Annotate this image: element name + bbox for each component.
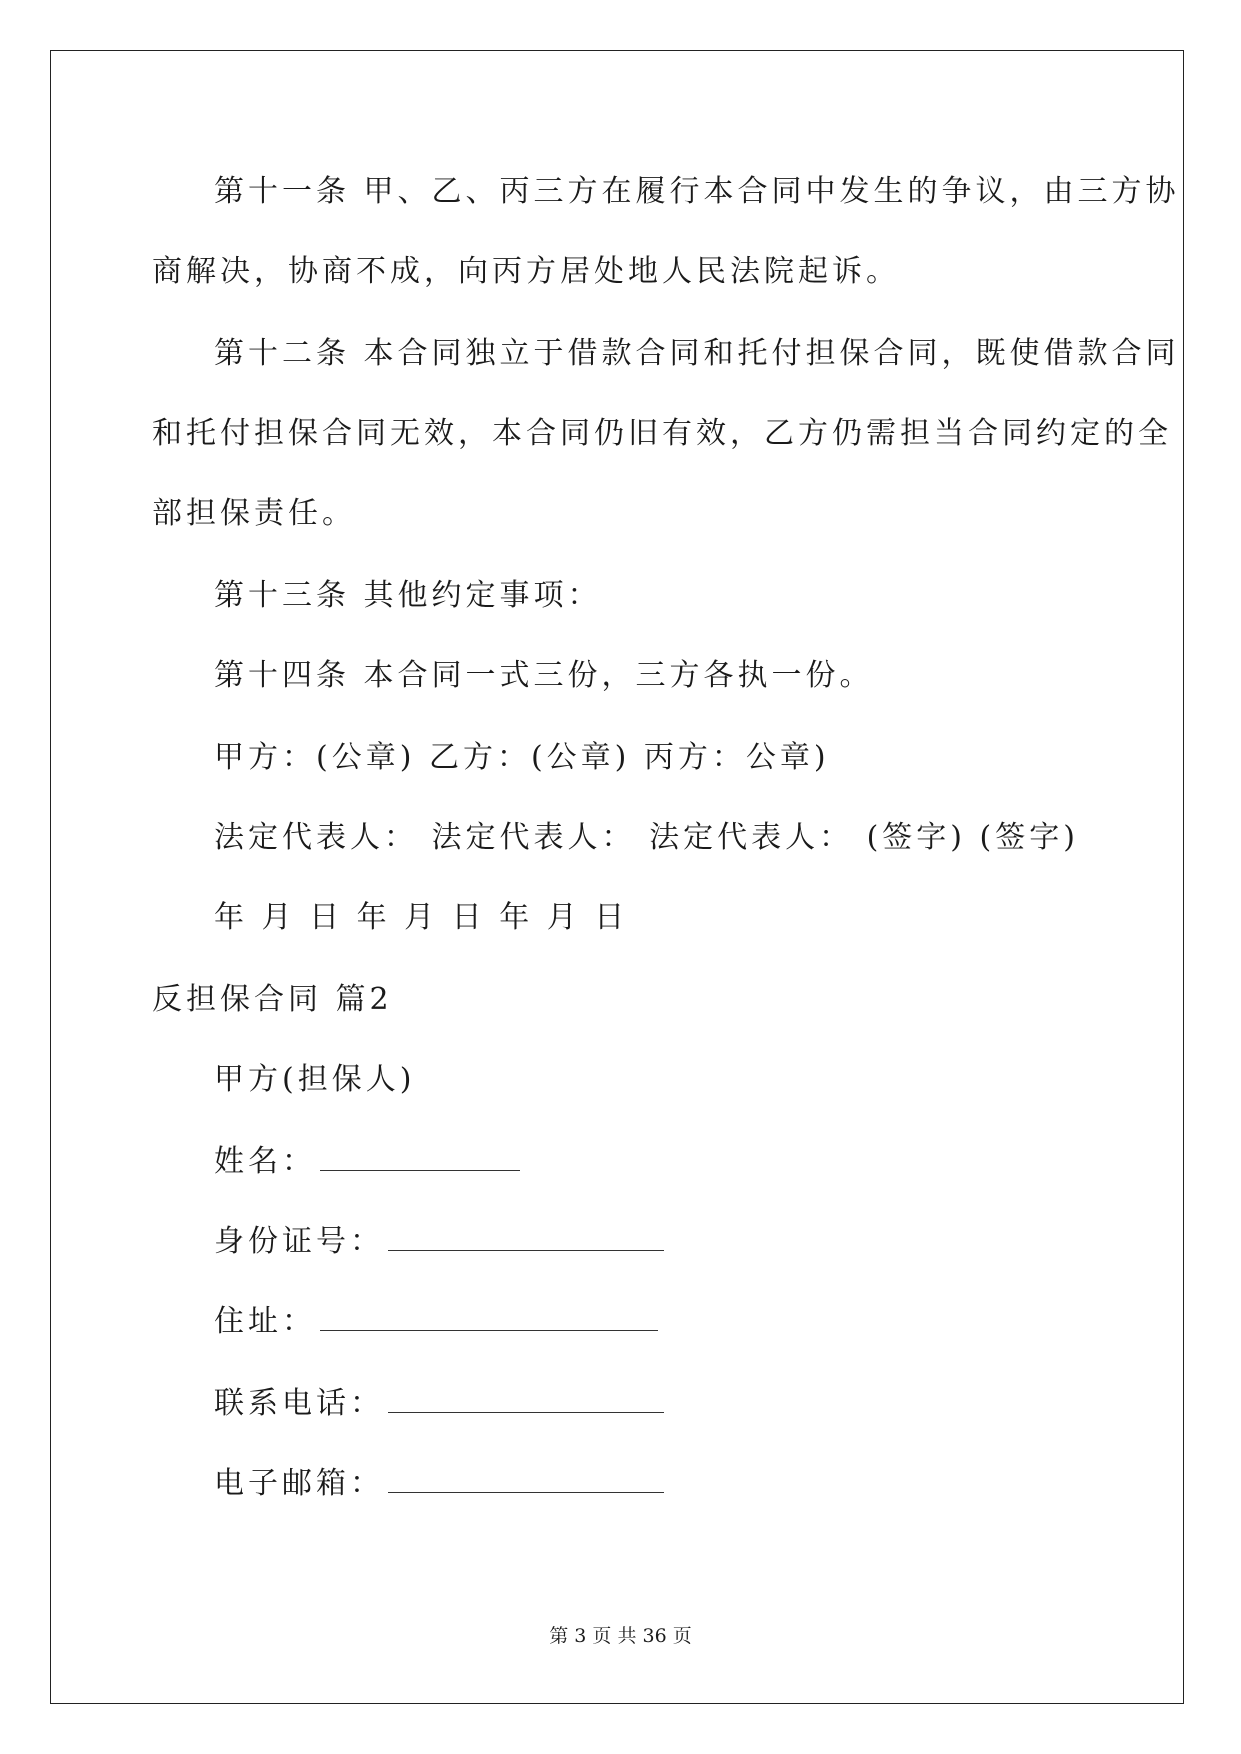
representative-line: 法定代表人： 法定代表人： 法定代表人： (签字) (签字): [214, 820, 1079, 855]
field-email: [214, 1464, 664, 1504]
field-name-blank[interactable]: [320, 1144, 520, 1171]
field-phone: [214, 1384, 664, 1424]
field-name: [214, 1142, 520, 1182]
field-phone-label: 联系电话：: [214, 1386, 384, 1421]
article-12-line-3: 部担保责任。: [152, 496, 356, 531]
field-address-label: 住址：: [214, 1304, 316, 1339]
party-heading: 甲方(担保人): [214, 1062, 416, 1097]
page-footer: 第 3 页 共 36 页: [549, 1625, 692, 1647]
seal-line: 甲方：(公章) 乙方：(公章) 丙方：公章): [214, 740, 830, 775]
article-12-line-2: 和托付担保合同无效，本合同仍旧有效，乙方仍需担当合同约定的全: [152, 416, 1172, 451]
field-id-number: [214, 1222, 664, 1262]
field-email-blank[interactable]: [388, 1466, 664, 1493]
field-id-number-blank[interactable]: [388, 1224, 664, 1251]
article-12-line-1: 第十二条 本合同独立于借款合同和托付担保合同，既使借款合同: [214, 336, 1180, 371]
article-11-line-2: 商解决，协商不成，向丙方居处地人民法院起诉。: [152, 254, 900, 289]
page-border: [50, 50, 1184, 1704]
field-address: [214, 1302, 658, 1342]
field-name-label: 姓名：: [214, 1144, 316, 1179]
article-14: 第十四条 本合同一式三份，三方各执一份。: [214, 658, 874, 693]
field-address-blank[interactable]: [320, 1304, 658, 1331]
date-line: 年 月 日 年 月 日 年 月 日: [214, 900, 629, 935]
article-11-line-1: 第十一条 甲、乙、丙三方在履行本合同中发生的争议，由三方协: [214, 174, 1180, 209]
section-title: 反担保合同 篇2: [152, 982, 393, 1017]
field-email-label: 电子邮箱：: [214, 1466, 384, 1501]
article-13: 第十三条 其他约定事项：: [214, 578, 602, 613]
field-id-number-label: 身份证号：: [214, 1224, 384, 1259]
field-phone-blank[interactable]: [388, 1386, 664, 1413]
